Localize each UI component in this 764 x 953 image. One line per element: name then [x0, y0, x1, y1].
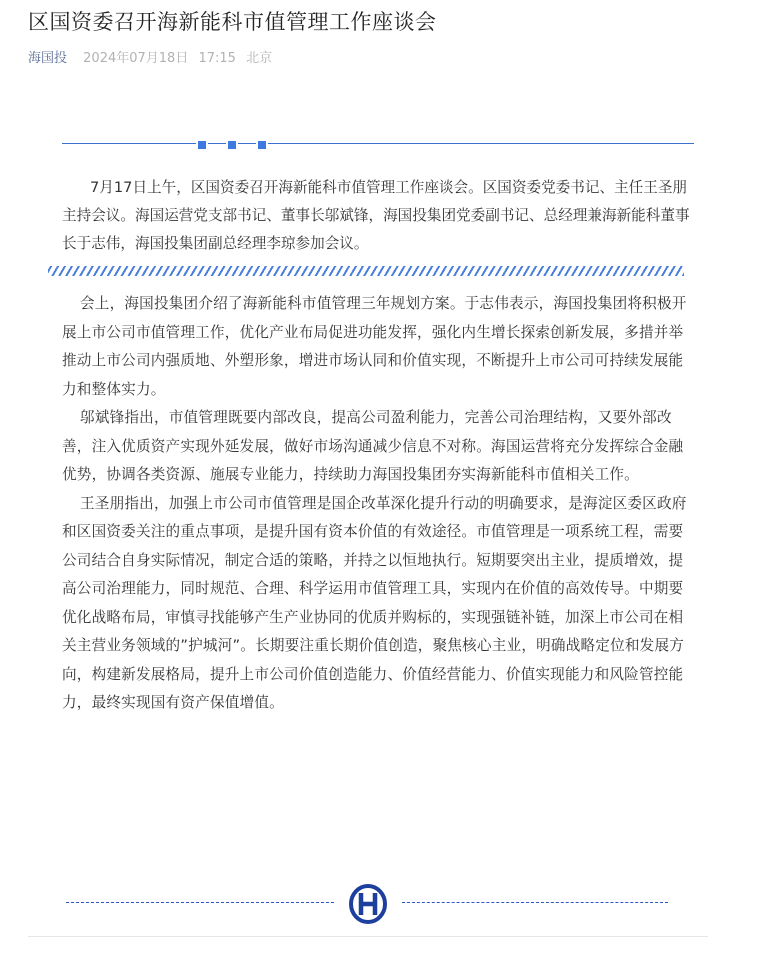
publish-date: 2024年07月18日	[83, 51, 189, 66]
divider-dot-icon	[196, 139, 208, 151]
section-divider	[62, 143, 694, 145]
bottom-divider	[28, 936, 708, 937]
article-body	[62, 290, 692, 718]
body-paragraph: 王圣朋指出，加强上市公司市值管理是国企改革深化提升行动的明确要求，是海淀区委区政府和区国资委关注的重点事项，是提升国有资本价值的有效途径。市值管理是一项系统工程，需要公司结合自身实际情况，制定合适的策略，并持之以恒地执行。短期要突出主业，提质增效，提高公司治理能力，同时规范、合理、科学运用市值管理工具，实现内在价值的高效传导。中期要优化战略布局，审慎寻找能够产生产业协同的优质并购标的，实现强链补链，加深上市公司在相关主营业务领域的”护城河”。长期要注重长期价值创造，聚焦核心主业，明确战略定位和发展方向，构建新发展格局，提升上市公司价值创造能力、价值经营能力、价值实现能力和风险管控能力，最终实现国有资产保值增值。	[62, 494, 687, 711]
body-paragraph: 邬斌锋指出，市值管理既要内部改良，提高公司盈利能力，完善公司治理结构，又要外部改善，注入优质资产实现外延发展，做好市场沟通减少信息不对称。海国运营将充分发挥综合金融优势，协调各类资源、施展专业能力，持续助力海国投集团夯实海新能科市值相关工作。	[62, 409, 684, 483]
article-meta	[28, 49, 278, 69]
divider-dot-icon	[256, 139, 268, 151]
intro-paragraph: 7月17日上午，区国资委召开海新能科市值管理工作座谈会。区国资委党委书记、主任王圣朋主持会议。海国运营党支部书记、董事长邬斌锋，海国投集团党委副书记、总经理兼海新能科董事长于志伟，海国投集团副总经理李琼参加会议。	[62, 179, 690, 252]
divider-dot-icon	[226, 139, 238, 151]
footer-dashed-line-right	[402, 902, 668, 903]
divider-line	[62, 143, 694, 144]
account-name-link[interactable]: 海国投	[28, 51, 68, 66]
haiguotou-logo-icon	[348, 884, 388, 924]
publish-location: 北京	[246, 51, 273, 66]
hatched-divider	[48, 266, 684, 276]
footer-dashed-line-left	[66, 902, 334, 903]
body-paragraph: 会上，海国投集团介绍了海新能科市值管理三年规划方案。于志伟表示，海国投集团将积极开展上市公司市值管理工作，优化产业布局促进功能发挥，强化内生增长探索创新发展，多措并举推动上市公司内强质地、外塑形象，增进市场认同和价值实现，不断提升上市公司可持续发展能力和整体实力。	[62, 295, 687, 398]
footer-brand	[66, 884, 668, 924]
publish-time: 17:15	[198, 51, 236, 66]
article-title: 区国资委召开海新能科市值管理工作座谈会	[28, 10, 437, 34]
